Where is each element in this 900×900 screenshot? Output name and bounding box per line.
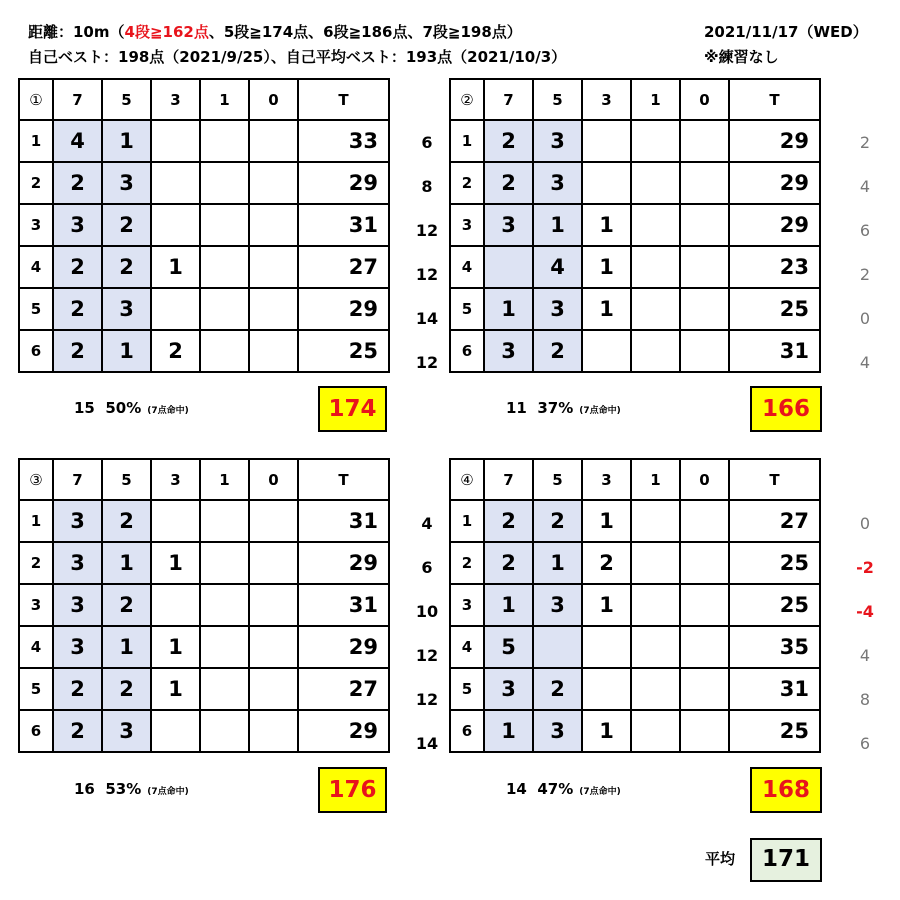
row-number: 5: [450, 288, 484, 330]
row-number: 1: [19, 120, 53, 162]
table-row: [19, 500, 389, 542]
hits-0: [680, 668, 729, 710]
hits-0: [680, 626, 729, 668]
hits-5: 3: [533, 288, 582, 330]
col-0: 0: [680, 459, 729, 500]
hits-0: [680, 542, 729, 584]
col-7: 7: [53, 459, 102, 500]
hits-3: [151, 120, 200, 162]
row-total: 25: [729, 288, 820, 330]
hits-0: [249, 626, 298, 668]
round-3-total: 176: [318, 767, 387, 813]
row-number: 1: [450, 120, 484, 162]
hits-3: 1: [151, 668, 200, 710]
row-total: 25: [729, 710, 820, 752]
hits-5: 3: [533, 162, 582, 204]
hits-1: [631, 710, 680, 752]
practice-note: ※練習なし: [704, 48, 779, 66]
round-2-total: 166: [750, 386, 822, 432]
hits-1: [200, 584, 249, 626]
row-total: 29: [298, 162, 389, 204]
hits-3: [582, 330, 631, 372]
round-2-diff: 4: [859, 353, 871, 372]
table-row: [450, 330, 820, 372]
hits-5: 1: [102, 120, 151, 162]
col-7: 7: [484, 459, 533, 500]
round-4-table: [449, 458, 821, 753]
hit-note: (7点命中): [147, 787, 189, 797]
hits-3: 2: [151, 330, 200, 372]
hits-1: [631, 668, 680, 710]
row-number: 3: [19, 204, 53, 246]
hit-count: 11: [506, 399, 527, 417]
table-row: [19, 330, 389, 372]
average-label: 平均: [705, 850, 736, 868]
hits-0: [680, 710, 729, 752]
hits-0: [249, 120, 298, 162]
round-4-total: 168: [750, 767, 822, 813]
hits-5: 3: [533, 710, 582, 752]
hits-7: 2: [53, 246, 102, 288]
hits-0: [680, 246, 729, 288]
row-number: 6: [450, 330, 484, 372]
hits-3: [582, 120, 631, 162]
table-row: [19, 162, 389, 204]
round-4-diff: 4: [859, 646, 871, 665]
round-2-summary: [506, 398, 621, 421]
row-number: 2: [450, 542, 484, 584]
table-row: [19, 120, 389, 162]
hits-7: 2: [484, 162, 533, 204]
row-total: 25: [729, 584, 820, 626]
hits-5: 2: [533, 330, 582, 372]
hits-3: [582, 162, 631, 204]
hits-0: [249, 288, 298, 330]
hits-0: [249, 542, 298, 584]
row-number: 2: [19, 542, 53, 584]
hits-7: 2: [484, 542, 533, 584]
round-2-diff: 2: [859, 265, 871, 284]
table-row: [19, 584, 389, 626]
hits-5: 2: [102, 246, 151, 288]
average-score: 171: [750, 838, 822, 882]
round-2-left-label: 8: [421, 177, 433, 196]
header-row: [19, 79, 389, 120]
row-number: 3: [450, 204, 484, 246]
distance-label: 距離：10m（: [28, 23, 125, 41]
hit-note: (7点命中): [579, 787, 621, 797]
round-4-summary: [506, 779, 621, 802]
hits-5: 3: [102, 288, 151, 330]
col-total: T: [729, 459, 820, 500]
round-mark: ④: [450, 459, 484, 500]
table-row: [450, 204, 820, 246]
row-total: 25: [729, 542, 820, 584]
round-4-left-label: 12: [415, 690, 439, 709]
round-2-table: [449, 78, 821, 373]
hits-0: [680, 204, 729, 246]
hits-1: [631, 584, 680, 626]
table-row: [450, 120, 820, 162]
hits-0: [249, 710, 298, 752]
round-4-left-label: 14: [415, 734, 439, 753]
hits-7: 3: [53, 500, 102, 542]
row-number: 3: [450, 584, 484, 626]
hits-7: 3: [484, 668, 533, 710]
hits-3: [582, 626, 631, 668]
hits-7: 5: [484, 626, 533, 668]
row-number: 2: [19, 162, 53, 204]
hits-7: 2: [484, 500, 533, 542]
row-total: 33: [298, 120, 389, 162]
round-4-diff: -2: [856, 558, 874, 577]
hits-5: 1: [102, 330, 151, 372]
round-mark: ②: [450, 79, 484, 120]
hits-3: 1: [151, 246, 200, 288]
hits-5: 4: [533, 246, 582, 288]
hits-5: 1: [102, 542, 151, 584]
distance-header: [28, 22, 522, 42]
row-number: 5: [19, 668, 53, 710]
table-row: [19, 246, 389, 288]
hits-0: [249, 330, 298, 372]
round-4-diff: -4: [856, 602, 874, 621]
round-3-table: [18, 458, 390, 753]
round-2-left-label: 12: [415, 221, 439, 240]
hits-5: 3: [102, 710, 151, 752]
hits-1: [200, 542, 249, 584]
hits-1: [200, 204, 249, 246]
col-7: 7: [53, 79, 102, 120]
hits-1: [631, 120, 680, 162]
col-0: 0: [249, 459, 298, 500]
table-row: [19, 668, 389, 710]
hit-percentage: 37%: [537, 399, 574, 417]
table-row: [19, 542, 389, 584]
hits-7: 3: [484, 204, 533, 246]
row-number: 3: [19, 584, 53, 626]
hit-percentage: 50%: [105, 399, 142, 417]
row-total: 31: [729, 668, 820, 710]
round-4-diff: 0: [859, 514, 871, 533]
header-row: [450, 79, 820, 120]
col-0: 0: [249, 79, 298, 120]
col-total: T: [298, 79, 389, 120]
round-2-diff: 0: [859, 309, 871, 328]
personal-best-line: 自己ベスト：198点（2021/9/25）、自己平均ベスト：193点（2021/10/3）: [28, 48, 567, 66]
col-3: 3: [151, 459, 200, 500]
hits-7: 3: [53, 584, 102, 626]
round-4-left-label: 4: [421, 514, 433, 533]
hits-7: 3: [484, 330, 533, 372]
hits-0: [249, 500, 298, 542]
hits-3: 1: [582, 584, 631, 626]
table-row: [450, 162, 820, 204]
col-7: 7: [484, 79, 533, 120]
hit-note: (7点命中): [579, 406, 621, 416]
hits-7: 2: [53, 162, 102, 204]
hits-5: 2: [533, 500, 582, 542]
hits-7: 1: [484, 288, 533, 330]
table-row: [19, 710, 389, 752]
hits-7: 2: [53, 710, 102, 752]
col-1: 1: [631, 79, 680, 120]
hits-1: [631, 500, 680, 542]
hits-1: [200, 288, 249, 330]
row-number: 4: [450, 246, 484, 288]
hits-7: 3: [53, 626, 102, 668]
round-4-left-label: 12: [415, 646, 439, 665]
hits-3: 1: [151, 626, 200, 668]
hits-3: 1: [151, 542, 200, 584]
dan4-threshold: 4段≧162点: [124, 23, 209, 41]
hits-0: [249, 162, 298, 204]
hits-7: 2: [53, 288, 102, 330]
hits-7: 2: [53, 330, 102, 372]
col-5: 5: [533, 79, 582, 120]
table-row: [450, 500, 820, 542]
hits-1: [631, 204, 680, 246]
hit-percentage: 47%: [537, 780, 574, 798]
hits-5: [533, 626, 582, 668]
hits-1: [631, 626, 680, 668]
row-total: 31: [298, 584, 389, 626]
row-total: 29: [729, 204, 820, 246]
hits-5: 1: [533, 204, 582, 246]
hits-1: [631, 288, 680, 330]
table-row: [450, 710, 820, 752]
hits-3: [151, 584, 200, 626]
hits-7: 3: [53, 542, 102, 584]
round-1-table: [18, 78, 390, 373]
row-total: 29: [298, 288, 389, 330]
hits-1: [200, 668, 249, 710]
hits-7: 1: [484, 584, 533, 626]
row-number: 6: [19, 710, 53, 752]
hits-7: 4: [53, 120, 102, 162]
col-1: 1: [631, 459, 680, 500]
hits-3: 1: [582, 204, 631, 246]
col-1: 1: [200, 79, 249, 120]
row-total: 29: [729, 120, 820, 162]
hits-5: 3: [533, 584, 582, 626]
hits-0: [249, 204, 298, 246]
row-total: 35: [729, 626, 820, 668]
hits-1: [631, 330, 680, 372]
session-date: 2021/11/17（WED）: [704, 23, 868, 41]
hits-0: [680, 584, 729, 626]
hits-3: [151, 162, 200, 204]
row-total: 29: [298, 626, 389, 668]
round-4-diff: 8: [859, 690, 871, 709]
table-row: [450, 542, 820, 584]
row-number: 6: [450, 710, 484, 752]
hits-5: 2: [102, 500, 151, 542]
table-row: [450, 584, 820, 626]
round-mark: ③: [19, 459, 53, 500]
hits-3: 1: [582, 288, 631, 330]
col-5: 5: [533, 459, 582, 500]
hit-note: (7点命中): [147, 406, 189, 416]
row-total: 31: [298, 500, 389, 542]
hits-3: [151, 288, 200, 330]
hits-0: [680, 162, 729, 204]
row-total: 27: [729, 500, 820, 542]
row-total: 27: [298, 246, 389, 288]
dan-thresholds: 、5段≧174点、6段≧186点、7段≧198点）: [208, 23, 522, 41]
col-total: T: [298, 459, 389, 500]
hits-5: 1: [533, 542, 582, 584]
hit-count: 14: [506, 780, 527, 798]
hits-1: [631, 246, 680, 288]
hits-1: [631, 162, 680, 204]
round-2-left-label: 12: [415, 353, 439, 372]
hits-3: 1: [582, 710, 631, 752]
hits-0: [680, 500, 729, 542]
row-total: 23: [729, 246, 820, 288]
row-total: 31: [298, 204, 389, 246]
col-3: 3: [582, 79, 631, 120]
hits-3: 1: [582, 246, 631, 288]
row-number: 1: [450, 500, 484, 542]
table-row: [450, 246, 820, 288]
hits-3: [582, 668, 631, 710]
hits-1: [200, 120, 249, 162]
row-total: 29: [298, 542, 389, 584]
header-row: [19, 459, 389, 500]
round-1-total: 174: [318, 386, 387, 432]
round-2-left-label: 6: [421, 133, 433, 152]
hits-0: [680, 288, 729, 330]
hits-5: 2: [533, 668, 582, 710]
hits-0: [249, 246, 298, 288]
hits-1: [631, 542, 680, 584]
row-total: 27: [298, 668, 389, 710]
hits-0: [249, 668, 298, 710]
round-2-diff: 6: [859, 221, 871, 240]
round-2-diff: 4: [859, 177, 871, 196]
row-total: 31: [729, 330, 820, 372]
col-0: 0: [680, 79, 729, 120]
hit-percentage: 53%: [105, 780, 142, 798]
hit-count: 16: [74, 780, 95, 798]
round-2-diff: 2: [859, 133, 871, 152]
hits-5: 3: [533, 120, 582, 162]
hits-1: [200, 246, 249, 288]
hits-3: [151, 710, 200, 752]
table-row: [450, 288, 820, 330]
row-number: 4: [19, 626, 53, 668]
hits-5: 2: [102, 584, 151, 626]
table-row: [19, 288, 389, 330]
row-total: 29: [298, 710, 389, 752]
hits-0: [680, 330, 729, 372]
col-3: 3: [151, 79, 200, 120]
hits-5: 2: [102, 204, 151, 246]
row-number: 4: [450, 626, 484, 668]
hits-1: [200, 330, 249, 372]
col-total: T: [729, 79, 820, 120]
hits-1: [200, 710, 249, 752]
col-3: 3: [582, 459, 631, 500]
col-1: 1: [200, 459, 249, 500]
table-row: [450, 668, 820, 710]
hits-5: 1: [102, 626, 151, 668]
round-mark: ①: [19, 79, 53, 120]
round-3-summary: [74, 779, 189, 802]
hits-7: 2: [484, 120, 533, 162]
hits-3: 2: [582, 542, 631, 584]
table-row: [19, 626, 389, 668]
round-2-left-label: 14: [415, 309, 439, 328]
hits-5: 2: [102, 668, 151, 710]
hits-0: [249, 584, 298, 626]
row-number: 5: [19, 288, 53, 330]
col-5: 5: [102, 459, 151, 500]
row-number: 4: [19, 246, 53, 288]
hits-5: 3: [102, 162, 151, 204]
hits-0: [680, 120, 729, 162]
hits-7: [484, 246, 533, 288]
row-number: 2: [450, 162, 484, 204]
table-row: [450, 626, 820, 668]
round-4-left-label: 10: [415, 602, 439, 621]
row-number: 6: [19, 330, 53, 372]
col-5: 5: [102, 79, 151, 120]
header-row: [450, 459, 820, 500]
hits-1: [200, 626, 249, 668]
round-2-left-label: 12: [415, 265, 439, 284]
round-4-diff: 6: [859, 734, 871, 753]
hits-1: [200, 500, 249, 542]
hits-7: 1: [484, 710, 533, 752]
row-number: 1: [19, 500, 53, 542]
hits-3: 1: [582, 500, 631, 542]
round-4-left-label: 6: [421, 558, 433, 577]
hits-1: [200, 162, 249, 204]
hits-7: 3: [53, 204, 102, 246]
row-number: 5: [450, 668, 484, 710]
hits-3: [151, 500, 200, 542]
row-total: 29: [729, 162, 820, 204]
hits-7: 2: [53, 668, 102, 710]
round-1-summary: [74, 398, 189, 421]
hits-3: [151, 204, 200, 246]
hit-count: 15: [74, 399, 95, 417]
table-row: [19, 204, 389, 246]
row-total: 25: [298, 330, 389, 372]
